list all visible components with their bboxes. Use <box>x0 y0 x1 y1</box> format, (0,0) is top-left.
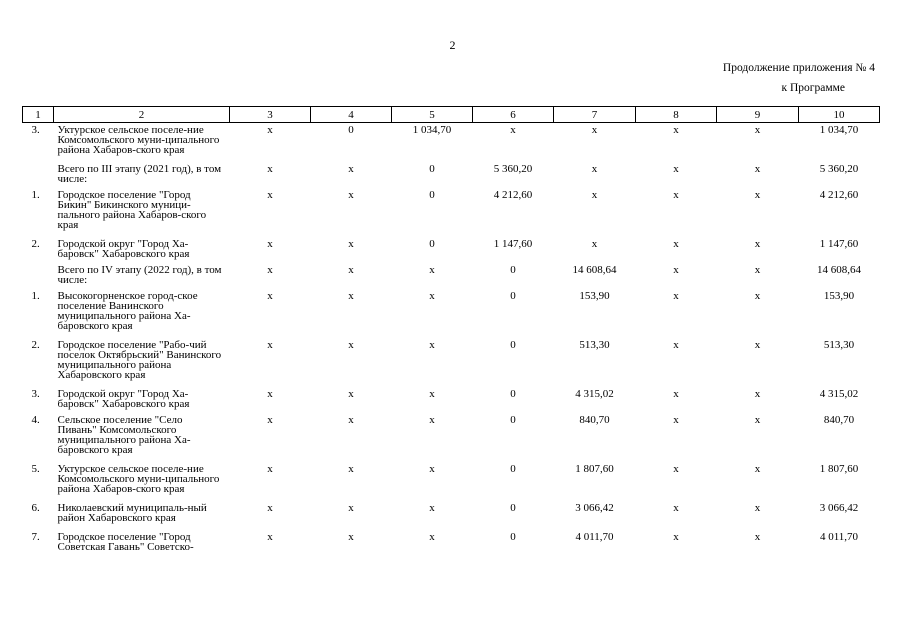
value-cell-8: х <box>673 531 679 543</box>
row-number-cell: 1. <box>31 290 40 302</box>
value-cell-10: 840,70 <box>823 414 855 426</box>
value-cell-10: 513,30 <box>823 339 855 351</box>
value-cell-3: х <box>267 290 273 302</box>
value-cell-4: х <box>348 189 354 201</box>
row-number-cell <box>23 263 54 289</box>
value-cell-8: х <box>673 189 679 201</box>
table-row <box>23 289 880 338</box>
value-cell-6: 1 147,60 <box>493 238 533 250</box>
header-col-8: 8 <box>636 107 717 123</box>
value-cell-3: х <box>267 189 273 201</box>
value-cell-10: 153,90 <box>823 290 855 302</box>
value-cell-10: 4 212,60 <box>819 189 859 201</box>
appendix-line-1: Продолжение приложения № 4 <box>722 62 875 74</box>
value-cell-4: х <box>348 388 354 400</box>
row-number-cell: 4. <box>31 414 40 426</box>
value-cell-9: х <box>754 414 761 426</box>
row-number-cell <box>23 162 54 188</box>
header-col-6: 6 <box>473 107 554 123</box>
value-cell-5: 1 034,70 <box>412 124 452 136</box>
value-cell-3: х <box>267 163 273 175</box>
value-cell-5: 0 <box>429 238 435 250</box>
value-cell-4: х <box>348 463 354 475</box>
value-cell-7: 513,30 <box>579 339 610 351</box>
value-cell-9: х <box>754 189 761 201</box>
value-cell-8: х <box>673 339 679 351</box>
table-row <box>23 387 880 413</box>
municipality-name-cell: Уктурское сельское поселе-ние Комсомольского муни-ципального района Хабаров-ского края <box>57 124 220 156</box>
header-col-9: 9 <box>717 107 799 123</box>
value-cell-4: х <box>348 339 354 351</box>
table-row <box>23 530 880 559</box>
value-cell-6: х <box>510 124 516 136</box>
value-cell-7: х <box>591 238 598 250</box>
table-row <box>23 413 880 462</box>
value-cell-3: х <box>267 414 273 426</box>
row-number-cell: 5. <box>31 463 40 475</box>
value-cell-10: 4 011,70 <box>819 531 859 543</box>
value-cell-7: 3 066,42 <box>575 502 614 514</box>
value-cell-9: х <box>754 388 761 400</box>
header-col-5: 5 <box>392 107 473 123</box>
value-cell-8: х <box>673 388 679 400</box>
value-cell-6: 5 360,20 <box>493 163 533 175</box>
municipality-name-cell: Всего по IV этапу (2022 год), в том числе: <box>57 264 222 286</box>
row-number-cell: 7. <box>31 531 40 543</box>
header-col-3: 3 <box>230 107 311 123</box>
value-cell-5: х <box>429 264 435 276</box>
row-number-cell: 3. <box>31 124 40 136</box>
value-cell-9: х <box>754 531 761 543</box>
value-cell-6: 4 212,60 <box>493 189 533 201</box>
value-cell-7: х <box>591 189 598 201</box>
value-cell-10: 1 807,60 <box>819 463 859 475</box>
value-cell-4: 0 <box>348 124 354 136</box>
program-table <box>22 106 880 559</box>
value-cell-6: 0 <box>510 531 516 543</box>
row-number-cell: 1. <box>31 189 40 201</box>
appendix-caption <box>723 58 875 98</box>
value-cell-4: х <box>348 502 354 514</box>
value-cell-5: х <box>429 531 435 543</box>
value-cell-8: х <box>673 463 679 475</box>
value-cell-4: х <box>348 290 354 302</box>
header-col-4: 4 <box>311 107 392 123</box>
value-cell-5: х <box>429 388 435 400</box>
value-cell-9: х <box>754 463 761 475</box>
value-cell-10: 5 360,20 <box>819 163 859 175</box>
row-number-cell: 2. <box>31 238 40 250</box>
header-col-2: 2 <box>54 107 230 123</box>
value-cell-9: х <box>754 290 761 302</box>
value-cell-8: х <box>673 238 679 250</box>
value-cell-8: х <box>673 264 679 276</box>
municipality-name-cell: Городское поселение "Город Советская Гавань" Советско- <box>57 531 194 553</box>
table-row <box>23 501 880 530</box>
table-row <box>23 162 880 188</box>
municipality-name-cell: Городской округ "Город Ха-баровск" Хабаровского края <box>57 238 190 260</box>
table-row <box>23 338 880 387</box>
value-cell-6: 0 <box>510 264 516 276</box>
table-row <box>23 237 880 263</box>
municipality-name-cell: Сельское поселение "Село Пивань" Комсомольского муниципального района Ха-баровского края <box>57 414 191 456</box>
table-row <box>23 188 880 237</box>
value-cell-4: х <box>348 163 354 175</box>
value-cell-3: х <box>267 463 273 475</box>
value-cell-3: х <box>267 124 273 136</box>
value-cell-6: 0 <box>510 339 516 351</box>
value-cell-5: 0 <box>429 189 435 201</box>
municipality-name-cell: Николаевский муниципаль-ный район Хабаровского края <box>57 502 207 524</box>
municipality-name-cell: Городское поселение "Рабо-чий поселок Октябрьский" Ванинского муниципального района Хабаровского края <box>57 339 222 381</box>
value-cell-5: х <box>429 463 435 475</box>
value-cell-7: 14 608,64 <box>572 264 617 276</box>
row-number-cell: 2. <box>31 339 40 351</box>
value-cell-5: 0 <box>429 163 435 175</box>
municipality-name-cell: Высокогорненское город-ское поселение Ванинского муниципального района Ха-баровского края <box>57 290 198 332</box>
value-cell-4: х <box>348 238 354 250</box>
value-cell-3: х <box>267 264 273 276</box>
value-cell-8: х <box>673 502 679 514</box>
value-cell-10: 4 315,02 <box>819 388 859 400</box>
value-cell-7: 153,90 <box>579 290 610 302</box>
value-cell-10: 3 066,42 <box>819 502 859 514</box>
value-cell-3: х <box>267 388 273 400</box>
value-cell-9: х <box>754 163 761 175</box>
table-row <box>23 462 880 501</box>
value-cell-6: 0 <box>510 414 516 426</box>
value-cell-3: х <box>267 238 273 250</box>
value-cell-10: 14 608,64 <box>817 264 861 276</box>
value-cell-3: х <box>267 531 273 543</box>
municipality-name-cell: Уктурское сельское поселе-ние Комсомольского муни-ципального района Хабаров-ского края <box>57 463 220 495</box>
table-row <box>23 123 880 163</box>
table-body <box>23 123 880 560</box>
row-number-cell: 6. <box>31 502 40 514</box>
table-row <box>23 263 880 289</box>
header-col-10: 10 <box>799 107 880 123</box>
value-cell-8: х <box>673 124 679 136</box>
header-col-1: 1 <box>23 107 54 123</box>
value-cell-3: х <box>267 502 273 514</box>
value-cell-10: 1 034,70 <box>819 124 859 136</box>
value-cell-6: 0 <box>510 388 516 400</box>
value-cell-9: х <box>754 124 761 136</box>
value-cell-6: 0 <box>510 463 516 475</box>
value-cell-5: х <box>429 339 435 351</box>
value-cell-4: х <box>348 264 354 276</box>
value-cell-5: х <box>429 414 435 426</box>
page-number: 2 <box>449 38 456 52</box>
municipality-name-cell: Городское поселение "Город Бикин" Бикинского муници-пального района Хабаров-ского края <box>57 189 207 231</box>
municipality-name-cell: Всего по III этапу (2021 год), в том числе: <box>57 163 222 185</box>
value-cell-6: 0 <box>510 502 516 514</box>
value-cell-7: х <box>591 124 598 136</box>
value-cell-7: 4 315,02 <box>575 388 614 400</box>
value-cell-3: х <box>267 339 273 351</box>
header-col-7: 7 <box>554 107 636 123</box>
value-cell-9: х <box>754 238 761 250</box>
appendix-line-2: к Программе <box>781 82 845 94</box>
value-cell-5: х <box>429 502 435 514</box>
value-cell-10: 1 147,60 <box>819 238 859 250</box>
value-cell-4: х <box>348 414 354 426</box>
value-cell-7: 840,70 <box>579 414 610 426</box>
value-cell-6: 0 <box>510 290 516 302</box>
value-cell-9: х <box>754 339 761 351</box>
value-cell-8: х <box>673 414 679 426</box>
value-cell-5: х <box>429 290 435 302</box>
header-row <box>23 107 880 123</box>
value-cell-7: 1 807,60 <box>575 463 614 475</box>
value-cell-7: х <box>591 163 598 175</box>
value-cell-8: х <box>673 163 679 175</box>
value-cell-7: 4 011,70 <box>575 531 614 543</box>
value-cell-8: х <box>673 290 679 302</box>
row-number-cell: 3. <box>31 388 40 400</box>
value-cell-9: х <box>754 264 761 276</box>
value-cell-4: х <box>348 531 354 543</box>
municipality-name-cell: Городской округ "Город Ха-баровск" Хабаровского края <box>57 388 190 410</box>
value-cell-9: х <box>754 502 761 514</box>
